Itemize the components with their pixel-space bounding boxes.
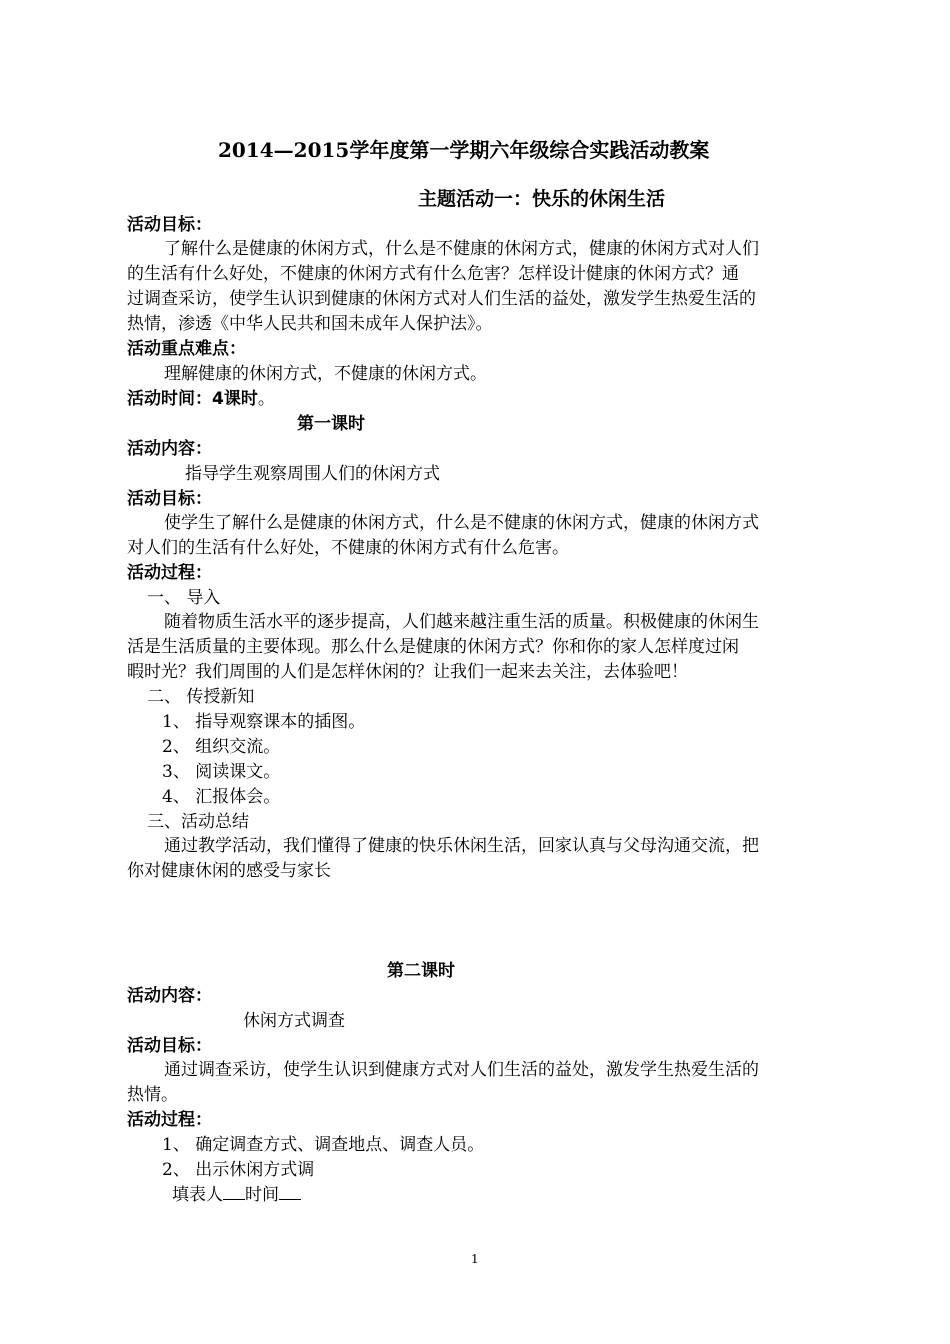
time-label: 活动时间：4课时 xyxy=(127,389,258,409)
lesson1-content-label: 活动内容： xyxy=(127,439,212,459)
theme-title: 主题活动一：快乐的休闲生活 xyxy=(418,188,666,210)
lesson1-intro-line: 暇时光？我们周围的人们是怎样休闲的？让我们一起来去关注，去体验吧！ xyxy=(127,662,688,682)
lesson1-goal-line: 使学生了解什么是健康的休闲方式，什么是不健康的休闲方式，健康的休闲方式 xyxy=(164,513,759,533)
lesson2-goal-line: 通过调查采访，使学生认识到健康方式对人们生活的益处，激发学生热爱生活的 xyxy=(164,1060,759,1080)
lesson1-step: 三、活动总结 xyxy=(147,812,249,832)
lesson1-summary-line: 你对健康休闲的感受与家长 xyxy=(127,861,331,881)
lesson1-process-label: 活动过程： xyxy=(127,563,212,583)
time-tail: 。 xyxy=(257,389,275,409)
lesson1-substep: 2、 组织交流。 xyxy=(162,737,281,757)
lesson1-summary-line: 通过教学活动，我们懂得了健康的快乐休闲生活，回家认真与父母沟通交流，把 xyxy=(164,836,759,856)
lesson2-goal-label: 活动目标： xyxy=(127,1036,212,1056)
lesson2-step: 1、 确定调查方式、调查地点、调查人员。 xyxy=(162,1135,485,1155)
lesson2-process-label: 活动过程： xyxy=(127,1110,212,1130)
goal-line: 过调查采访，使学生认识到健康的休闲方式对人们生活的益处，激发学生热爱生活的 xyxy=(127,289,756,309)
time-blank xyxy=(279,1183,301,1200)
goal-line: 热情，渗透《中华人民共和国未成年人保护法》。 xyxy=(127,314,493,334)
key-label: 活动重点难点： xyxy=(127,339,246,359)
lesson1-substep: 3、 阅读课文。 xyxy=(162,762,281,782)
lesson1-intro-line: 活是生活质量的主要体现。那么什么是健康的休闲方式？你和你的家人怎样度过闲 xyxy=(127,637,739,657)
key-text: 理解健康的休闲方式，不健康的休闲方式。 xyxy=(164,364,487,384)
lesson1-substep: 4、 汇报体会。 xyxy=(162,787,281,807)
lesson1-goal-line: 对人们的生活有什么好处，不健康的休闲方式有什么危害。 xyxy=(127,538,569,558)
lesson1-goal-label: 活动目标： xyxy=(127,489,212,509)
lesson1-intro-line: 随着物质生活水平的逐步提高，人们越来越注重生活的质量。积极健康的休闲生 xyxy=(164,612,759,632)
form-filler-label: 填表人 xyxy=(172,1185,223,1205)
document-title: 2014—2015学年度第一学期六年级综合实践活动教案 xyxy=(218,138,710,162)
lesson2-content-label: 活动内容： xyxy=(127,986,212,1006)
lesson1-step: 一、 导入 xyxy=(147,588,221,608)
lesson2-heading: 第二课时 xyxy=(387,961,455,981)
time-line xyxy=(127,387,275,411)
filler-blank xyxy=(223,1183,245,1200)
lesson1-heading: 第一课时 xyxy=(297,414,365,434)
form-line xyxy=(172,1183,301,1207)
lesson1-substep: 1、 指导观察课本的插图。 xyxy=(162,712,366,732)
lesson1-content-text: 指导学生观察周围人们的休闲方式 xyxy=(185,464,440,484)
lesson1-step: 二、 传授新知 xyxy=(147,687,255,707)
lesson2-step: 2、 出示休闲方式调 xyxy=(162,1160,315,1180)
lesson2-goal-line: 热情。 xyxy=(127,1085,178,1105)
goal-label: 活动目标： xyxy=(127,215,212,235)
goal-line: 了解什么是健康的休闲方式，什么是不健康的休闲方式，健康的休闲方式对人们 xyxy=(164,239,759,259)
goal-line: 的生活有什么好处，不健康的休闲方式有什么危害？怎样设计健康的休闲方式？通 xyxy=(127,264,739,284)
form-time-label: 时间 xyxy=(245,1185,279,1205)
page-number: 1 xyxy=(471,1252,479,1266)
lesson2-content-text: 休闲方式调查 xyxy=(243,1011,345,1031)
